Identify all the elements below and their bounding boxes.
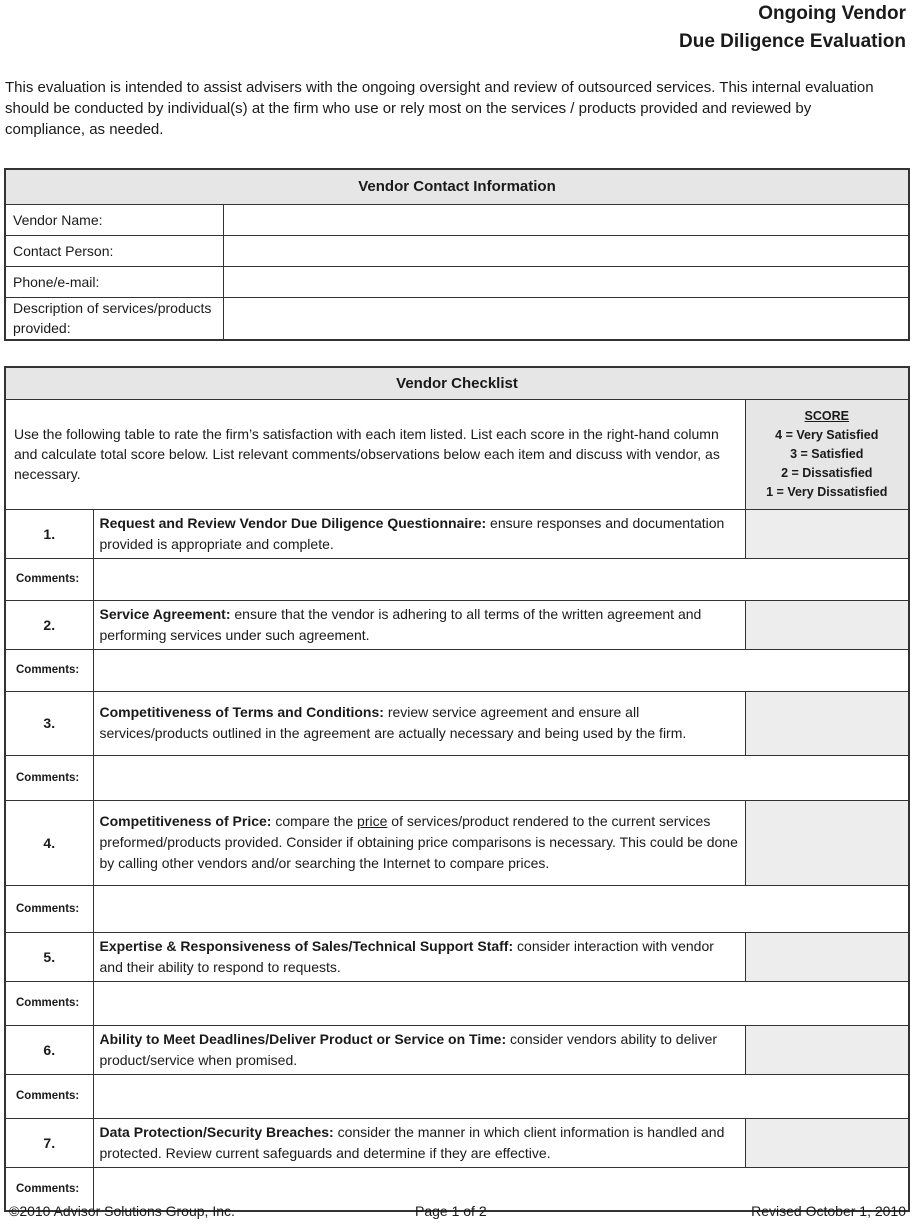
score-input[interactable] (745, 600, 909, 649)
item-desc: consider the manner in which client information is handled and protected. Review current safeguards and determine if they are effective. (99, 1123, 725, 1161)
item-desc: ensure that the vendor is adhering to all terms of the written agreement and performing services under such agreement. (99, 605, 702, 643)
item-number: 4. (5, 800, 93, 885)
item-number: 6. (5, 1025, 93, 1074)
phone-email-label: Phone/e-mail: (5, 266, 223, 297)
item-desc: consider interaction with vendor and their ability to respond to requests. (99, 937, 714, 975)
footer-revised-date: Revised October 1, 2010 (751, 1203, 906, 1219)
item-desc-pre: compare the (271, 813, 358, 829)
score-scale-2: 2 = Dissatisfied (781, 465, 873, 480)
score-scale-1: 1 = Very Dissatisfied (766, 484, 888, 499)
comments-row (5, 981, 909, 1025)
item-text (93, 1025, 745, 1074)
comments-row (5, 649, 909, 691)
checklist-item (5, 600, 909, 649)
item-text (93, 1118, 745, 1167)
document-title (679, 0, 906, 56)
title-line-2: Due Diligence Evaluation (679, 31, 906, 52)
item-title: Service Agreement: (99, 605, 231, 622)
checklist-item (5, 1118, 909, 1167)
comments-field[interactable] (93, 1074, 909, 1118)
checklist-heading: Vendor Checklist (5, 367, 909, 399)
comments-label: Comments: (5, 1167, 93, 1211)
item-title: Data Protection/Security Breaches: (99, 1123, 334, 1140)
item-text (93, 691, 745, 755)
item-title: Expertise & Responsiveness of Sales/Technical Support Staff: (99, 937, 514, 954)
contact-person-field[interactable] (223, 235, 909, 266)
vendor-checklist-table (4, 366, 910, 1212)
score-input[interactable] (745, 691, 909, 755)
comments-label: Comments: (5, 1074, 93, 1118)
comments-label: Comments: (5, 558, 93, 600)
score-legend (745, 399, 909, 509)
checklist-item (5, 800, 909, 885)
item-desc: consider vendors ability to deliver product/service when promised. (99, 1030, 718, 1068)
score-input[interactable] (745, 1118, 909, 1167)
item-title: Competitiveness of Price: (99, 813, 272, 829)
checklist-item (5, 691, 909, 755)
item-desc-underlined: price (357, 813, 388, 829)
vendor-name-field[interactable] (223, 204, 909, 235)
description-label: Description of services/products provided: (5, 297, 223, 340)
comments-field[interactable] (93, 755, 909, 800)
item-text (93, 800, 745, 885)
comments-row (5, 558, 909, 600)
comments-label: Comments: (5, 755, 93, 800)
checklist-item (5, 509, 909, 558)
comments-field[interactable] (93, 649, 909, 691)
comments-label: Comments: (5, 649, 93, 691)
footer-copyright: ©2010 Advisor Solutions Group, Inc. (9, 1203, 235, 1219)
item-desc: review service agreement and ensure all services/products outlined in the agreement are actually necessary and being used by the firm. (99, 704, 687, 741)
item-title: Competitiveness of Terms and Conditions: (99, 704, 384, 720)
contact-heading: Vendor Contact Information (5, 169, 909, 204)
comments-row (5, 1074, 909, 1118)
title-line-1: Ongoing Vendor (758, 3, 906, 24)
score-input[interactable] (745, 509, 909, 558)
item-text (93, 600, 745, 649)
score-input[interactable] (745, 1025, 909, 1074)
description-field[interactable] (223, 297, 909, 340)
footer-page-number: Page 1 of 2 (415, 1203, 487, 1219)
comments-label: Comments: (5, 981, 93, 1025)
comments-label: Comments: (5, 885, 93, 932)
item-number: 1. (5, 509, 93, 558)
checklist-item (5, 932, 909, 981)
checklist-instructions: Use the following table to rate the firm’s satisfaction with each item listed. List each score in the right-hand column and calculate total score below. List relevant comments/observations below each item and discuss with vendor, as necessary. (5, 399, 745, 509)
score-scale-3: 3 = Satisfied (790, 446, 864, 461)
vendor-name-label: Vendor Name: (5, 204, 223, 235)
vendor-contact-table (4, 168, 910, 341)
intro-paragraph: This evaluation is intended to assist advisers with the ongoing oversight and review of outsourced services. This internal evaluation should be conducted by individual(s) at the firm who use or rely most on the services / products provided and reviewed by compliance, as needed. (5, 79, 874, 138)
item-number: 5. (5, 932, 93, 981)
item-text (93, 932, 745, 981)
item-number: 7. (5, 1118, 93, 1167)
item-number: 3. (5, 691, 93, 755)
item-title: Ability to Meet Deadlines/Deliver Product or Service on Time: (99, 1030, 507, 1047)
score-input[interactable] (745, 932, 909, 981)
item-number: 2. (5, 600, 93, 649)
item-title: Request and Review Vendor Due Diligence Questionnaire: (99, 514, 487, 531)
item-desc-post: of services/product rendered to the current services preformed/products provided. Consider if obtaining price comparisons is necessary. This could be done by calling other vendors and/or searching the Internet to compare prices. (99, 813, 738, 871)
score-scale-4: 4 = Very Satisfied (775, 427, 879, 442)
score-input[interactable] (745, 800, 909, 885)
score-title: SCORE (804, 408, 849, 423)
contact-person-label: Contact Person: (5, 235, 223, 266)
item-desc: ensure responses and documentation provided is appropriate and complete. (99, 514, 725, 552)
item-text (93, 509, 745, 558)
phone-email-field[interactable] (223, 266, 909, 297)
comments-field[interactable] (93, 981, 909, 1025)
checklist-item (5, 1025, 909, 1074)
comments-field[interactable] (93, 885, 909, 932)
comments-row (5, 885, 909, 932)
comments-field[interactable] (93, 558, 909, 600)
comments-row (5, 755, 909, 800)
